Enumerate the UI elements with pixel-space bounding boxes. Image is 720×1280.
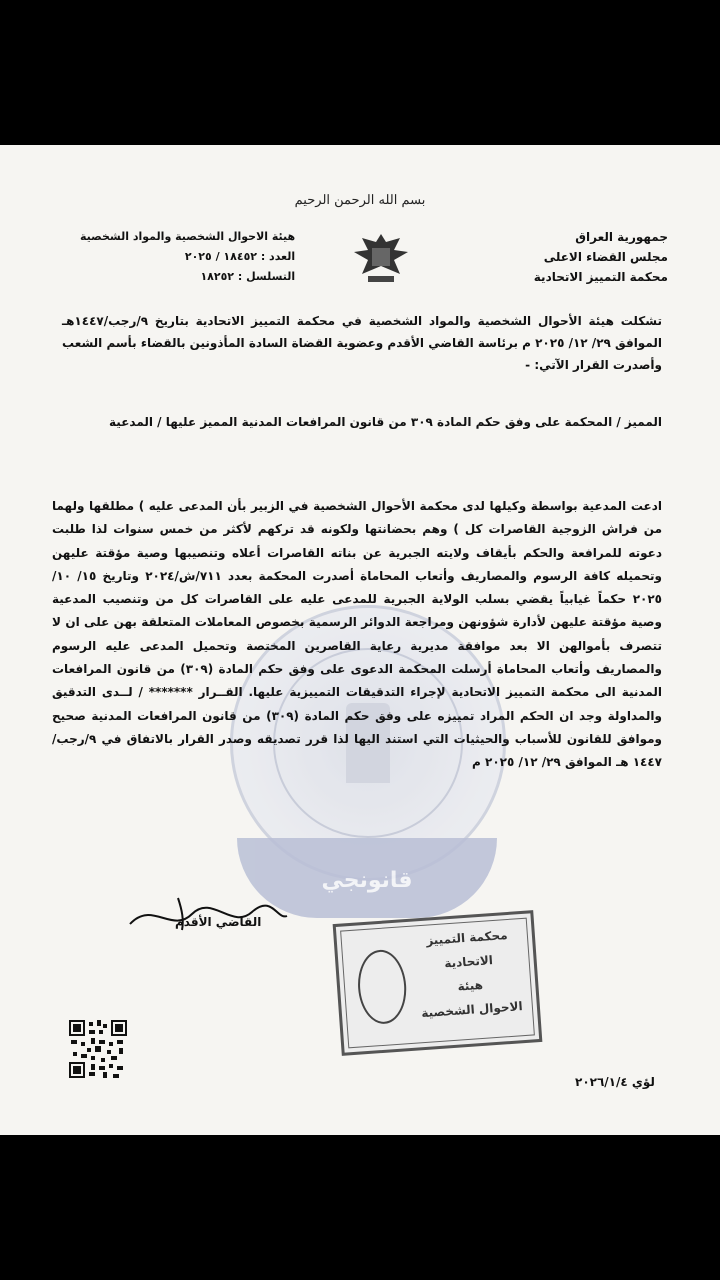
header-right-line: محكمة التمييز الاتحادية bbox=[533, 270, 668, 284]
signature-label: القاضي الأقدم bbox=[175, 915, 262, 929]
case-body-paragraph: ادعت المدعية بواسطة وكيلها لدى محكمة الأحوال الشخصية في الزبير بأن المدعى عليه ) مطلقها ولهما من فراش الزوجية القاصرات كل ) وهم بحضانتها ولكونه قد تركهم لأكثر من خمس سنوات لذا طلبت دعوته للمرافعة والحكم بأيقاف ولايته الجبرية عن بناته القاصرات أعلاه وتنصيبها وصية مؤقتة عليهن وتحميله كافة الرسوم والمصاريف وأتعاب المحاماة أصدرت المحكمة بعدد ٧١١/ش/٢٠٢٤ وتاريخ ١٥/ ١٠/ ٢٠٢٥ حكماً غيابياً يقضي بسلب الولاية الجبرية للمدعى عليه على القاصرات كل من وتنصيب المدعية وصية مؤقتة عليهن لأدارة شؤونهن ومراجعة الدوائر الرسمية بخصوص المعاملات المتعلقة بهن على ان لا تتصرف بأموالهن الا بعد موافقة مديرية رعاية القاصرين المختصة وتحميل المدعى عليه الرسوم والمصاريف وأتعاب المحاماة أرسلت المحكمة الدعوى على وفق حكم المادة (٣٠٩) من قانون المرافعات المدنية الى محكمة التمييز الاتحادية لإجراء التدقيقات التمييزية عليها. القــرار ******* / لــدى التدقيق والمداولة وجد ان الحكم المراد تمييزه على وفق حكم المادة (٣٠٩) من قانون المرافعات المدنية صحيح وموافق للقانون للأسباب والحيثيات التي استند اليها لذا قرر تصديقه وصدر القرار بالاتفاق في ٩/رجب/١٤٤٧ هـ الموافق ٢٩/ ١٢/ ٢٠٢٥ م bbox=[52, 499, 663, 770]
seal-line: هيئة bbox=[457, 977, 484, 994]
header-left-line: التسلسل : ١٨٢٥٢ bbox=[200, 270, 296, 283]
header-right-line: جمهورية العراق bbox=[575, 230, 668, 244]
seal-text bbox=[411, 922, 527, 1025]
seal-line: محكمة التمييز الاتحادية bbox=[425, 928, 508, 971]
header-left-block bbox=[80, 227, 295, 287]
header-right-block bbox=[534, 227, 668, 287]
header-left-line: هيئة الاحوال الشخصية والمواد الشخصية bbox=[80, 230, 296, 243]
eagle-emblem-icon bbox=[350, 230, 412, 288]
header-right-line: مجلس القضاء الاعلى bbox=[543, 250, 668, 264]
qr-code-icon bbox=[67, 1018, 129, 1080]
document-page bbox=[0, 145, 720, 1135]
seal-line: الاحوال الشخصية bbox=[420, 999, 524, 1021]
parties-paragraph: المميز / المحكمة على وفق حكم المادة ٣٠٩ من قانون المرافعات المدنية المميز عليها / المدعية bbox=[109, 415, 662, 429]
footer-date: لؤي ٢٠٢٦/١/٤ bbox=[575, 1075, 655, 1089]
watermark-label: قانونجي bbox=[321, 868, 413, 893]
basmala: بسم الله الرحمن الرحيم bbox=[294, 193, 426, 208]
header-left-line: العدد : ١٨٤٥٢ / ٢٠٢٥ bbox=[184, 250, 296, 263]
court-formation-paragraph: تشكلت هيئة الأحوال الشخصية والمواد الشخصية في محكمة التمييز الاتحادية بتاريخ ٩/رجب/١٤٤٧هـ الموافق ٢٩/ ١٢/ ٢٠٢٥ م برئاسة القاضي الأقدم وعضوية القضاة السادة المأذونين بالقضاء بأسم الشعب وأصدرت القرار الآتي: - bbox=[61, 314, 662, 372]
official-seal-stamp bbox=[333, 910, 543, 1056]
